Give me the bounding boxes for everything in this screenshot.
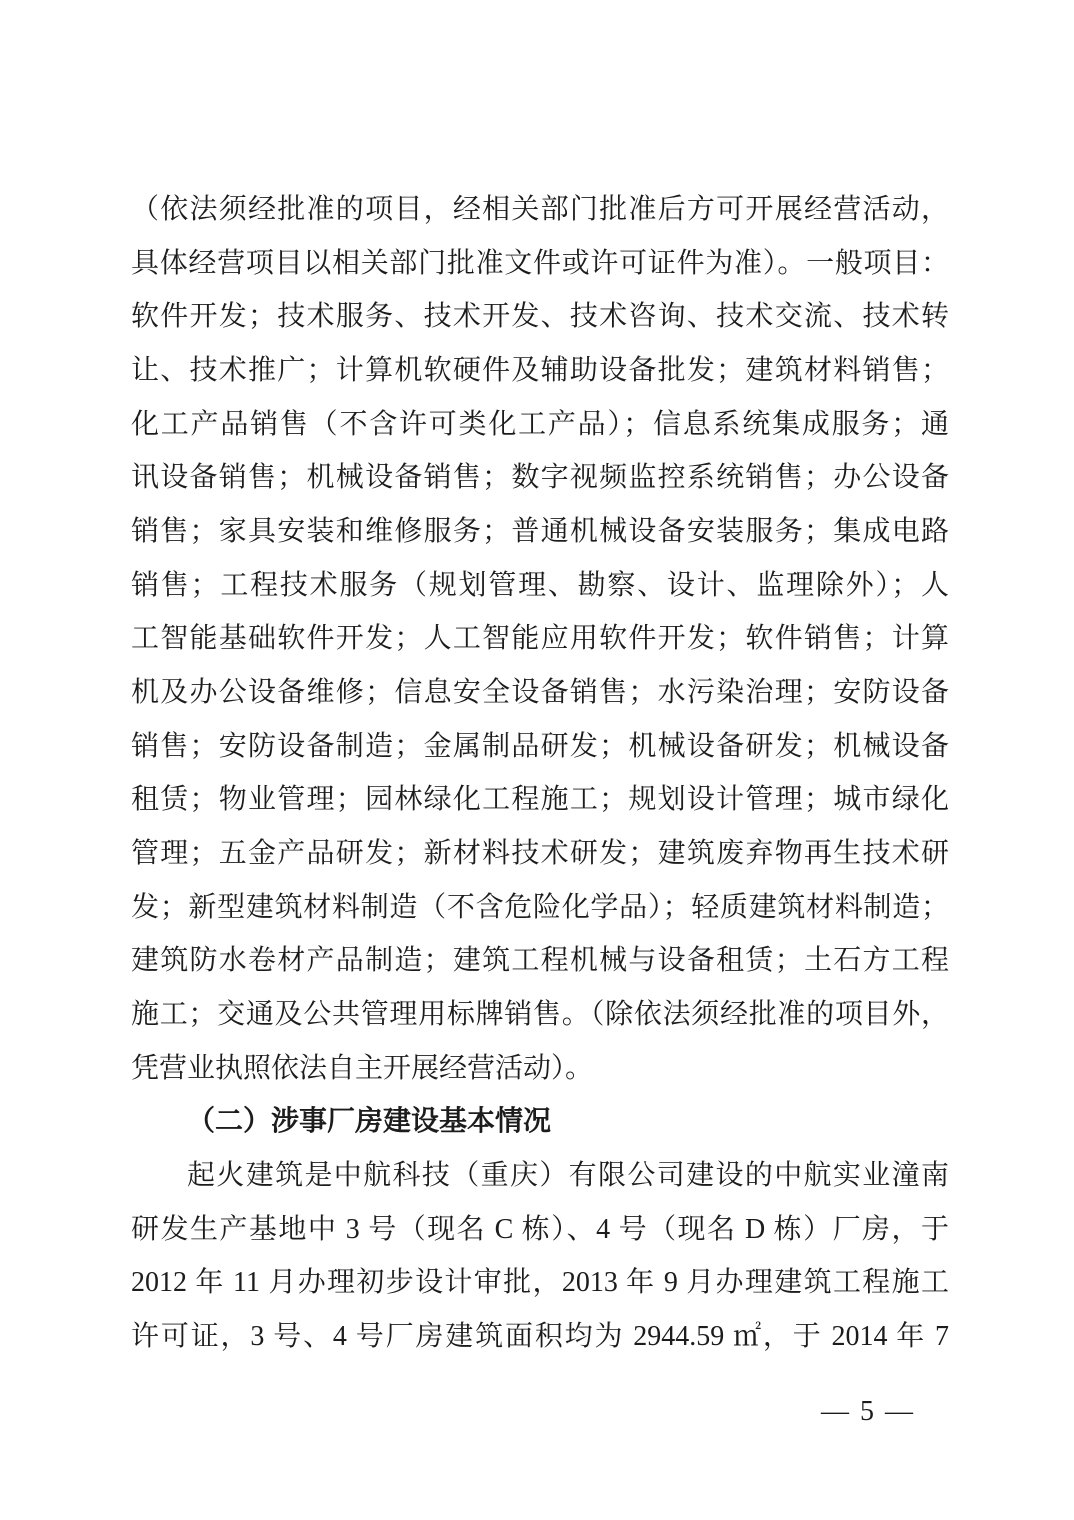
body-line: 管理；五金产品研发；新材料技术研发；建筑废弃物再生技术研	[131, 838, 949, 870]
body-line: （依法须经批准的项目，经相关部门批准后方可开展经营活动，	[131, 194, 949, 225]
body-line: 化工产品销售（不含许可类化工产品）；信息系统集成服务；通	[131, 408, 949, 440]
section-heading: （二）涉事厂房建设基本情况	[187, 1106, 552, 1138]
body-line: 软件开发；技术服务、技术开发、技术咨询、技术交流、技术转	[131, 301, 949, 333]
body-line: 建筑防水卷材产品制造；建筑工程机械与设备租赁；土石方工程	[131, 945, 949, 977]
body-line: 租赁；物业管理；园林绿化工程施工；规划设计管理；城市绿化	[131, 784, 949, 816]
body-line: 施工；交通及公共管理用标牌销售。（除依法须经批准的项目外，	[131, 999, 949, 1031]
body-line: 讯设备销售；机械设备销售；数字视频监控系统销售；办公设备	[131, 462, 949, 494]
body-line: 发；新型建筑材料制造（不含危险化学品）；轻质建筑材料制造；	[131, 891, 949, 923]
body-line: 工智能基础软件开发；人工智能应用软件开发；软件销售；计算	[131, 623, 949, 655]
body-line: 销售；工程技术服务（规划管理、勘察、设计、监理除外）；人	[131, 569, 949, 601]
body-line: 销售；安防设备制造；金属制品研发；机械设备研发；机械设备	[131, 730, 949, 762]
page-number: — 5 —	[821, 1396, 915, 1427]
body-line: 具体经营项目以相关部门批准文件或许可证件为准）。一般项目：	[131, 247, 949, 279]
body-line: 研发生产基地中 3 号（现名 C 栋）、4 号（现名 D 栋）厂房，于	[131, 1213, 949, 1245]
body-line: 让、技术推广；计算机软硬件及辅助设备批发；建筑材料销售；	[131, 355, 949, 387]
body-line: 凭营业执照依法自主开展经营活动）。	[131, 1052, 594, 1084]
body-line: 起火建筑是中航科技（重庆）有限公司建设的中航实业潼南	[187, 1160, 949, 1192]
text-block	[131, 183, 949, 1364]
body-line: 许可证，3 号、4 号厂房建筑面积均为 2944.59 ㎡，于 2014 年 7	[131, 1321, 949, 1353]
body-line: 2012 年 11 月办理初步设计审批，2013 年 9 月办理建筑工程施工	[131, 1267, 949, 1299]
body-line: 机及办公设备维修；信息安全设备销售；水污染治理；安防设备	[131, 677, 949, 709]
body-line: 销售；家具安装和维修服务；普通机械设备安装服务；集成电路	[131, 516, 949, 548]
